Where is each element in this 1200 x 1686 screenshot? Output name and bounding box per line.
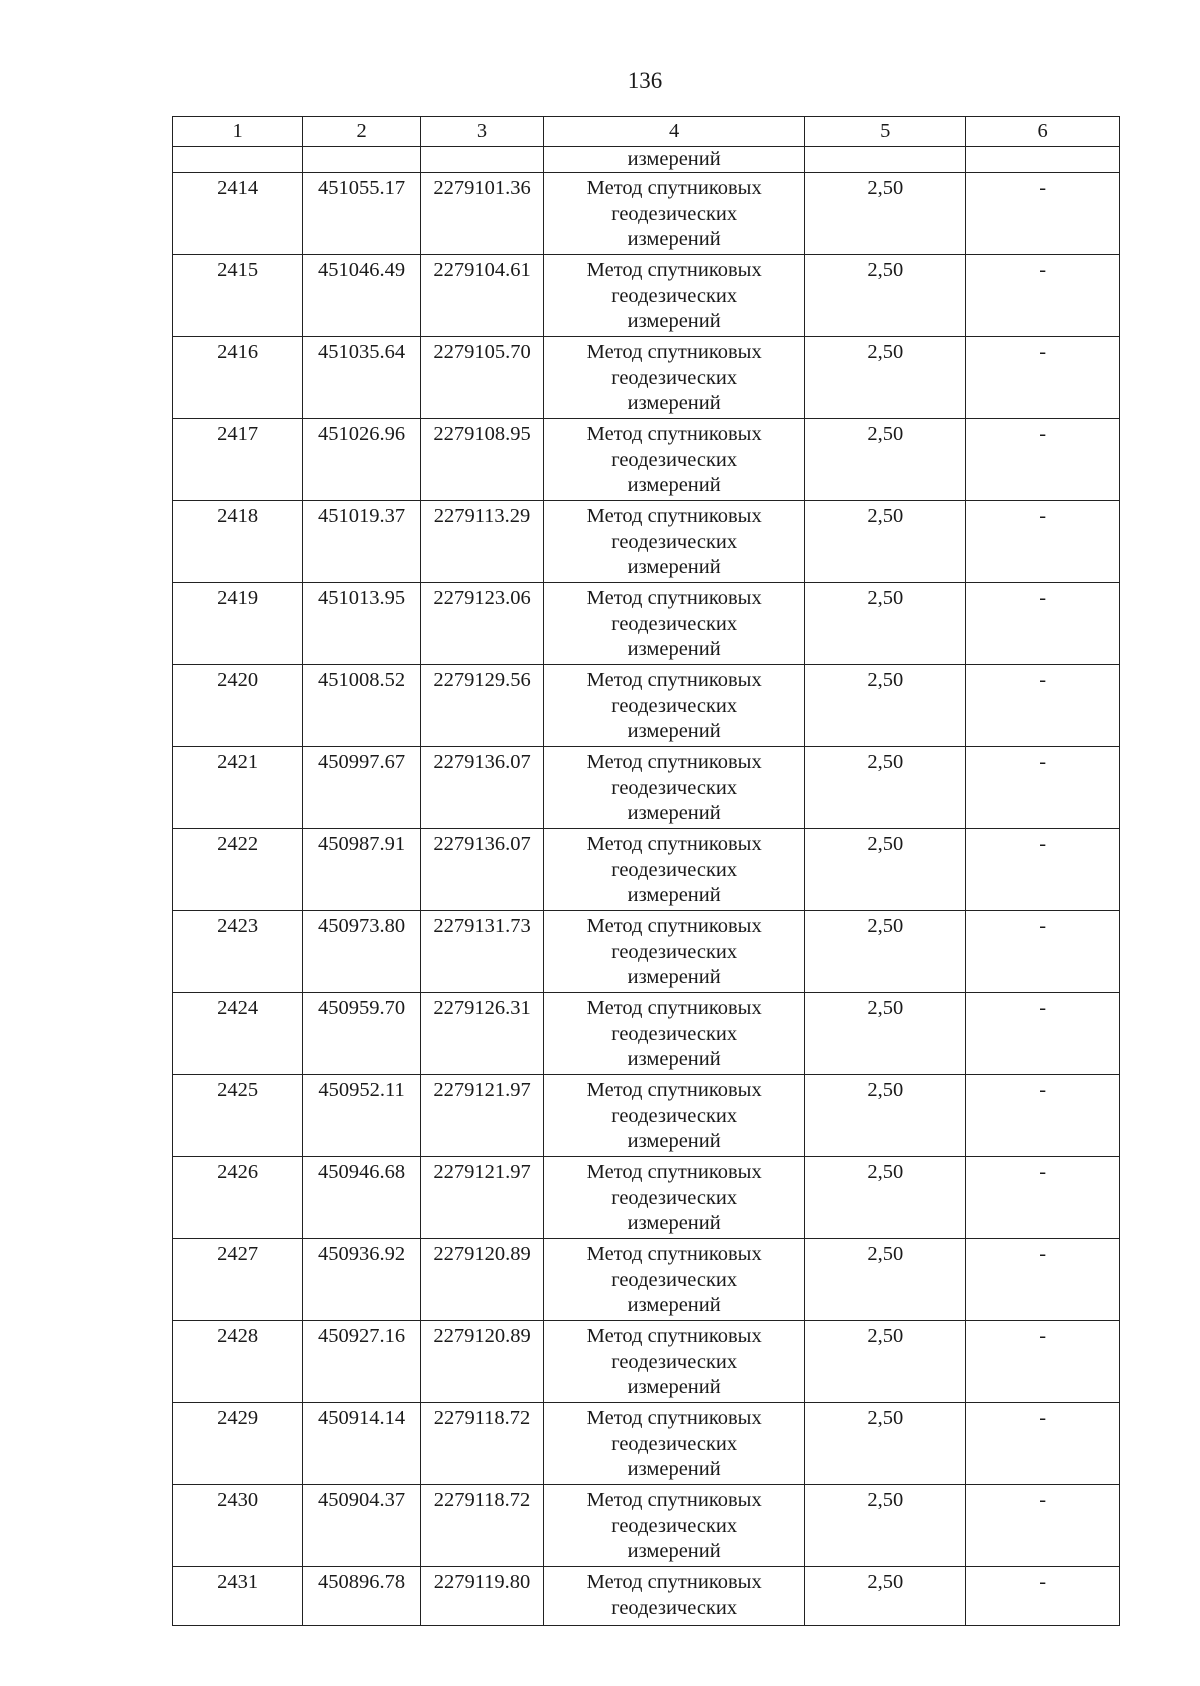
accuracy-cell: 2,50 (805, 337, 966, 419)
method-line: Метод спутниковых (586, 1161, 762, 1183)
note-cell: - (966, 1567, 1120, 1626)
method-line: Метод спутниковых (586, 997, 762, 1019)
method-cell (544, 1485, 805, 1567)
accuracy-cell: 2,50 (805, 911, 966, 993)
table-row (173, 173, 1120, 255)
accuracy-cell: 2,50 (805, 1075, 966, 1157)
note-cell: - (966, 993, 1120, 1075)
method-line: Метод спутниковых (586, 1571, 762, 1593)
method-cell (544, 173, 805, 255)
method-line: измерений (627, 1130, 721, 1152)
method-line: Метод спутниковых (586, 751, 762, 773)
method-line: измерений (627, 228, 721, 250)
y-coordinate-cell: 2279121.97 (421, 1157, 544, 1239)
continuation-cell-4: измерений (544, 147, 805, 173)
method-line: геодезических (611, 858, 738, 881)
y-coordinate-cell: 2279136.07 (421, 747, 544, 829)
table-row (173, 829, 1120, 911)
point-number-cell: 2429 (173, 1403, 303, 1485)
method-line: измерений (627, 802, 721, 824)
method-cell (544, 419, 805, 501)
method-line: геодезических (611, 694, 738, 717)
method-cell (544, 665, 805, 747)
point-number-cell: 2426 (173, 1157, 303, 1239)
y-coordinate-cell: 2279101.36 (421, 173, 544, 255)
accuracy-cell: 2,50 (805, 1239, 966, 1321)
header-row (173, 117, 1120, 147)
method-line: Метод спутниковых (586, 1407, 762, 1429)
x-coordinate-cell: 451013.95 (303, 583, 421, 665)
method-line: геодезических (611, 612, 738, 635)
accuracy-cell: 2,50 (805, 255, 966, 337)
x-coordinate-cell: 450936.92 (303, 1239, 421, 1321)
method-line: геодезических (611, 1268, 738, 1291)
method-line: Метод спутниковых (586, 833, 762, 855)
accuracy-cell: 2,50 (805, 665, 966, 747)
note-cell: - (966, 255, 1120, 337)
continuation-cell-6 (966, 147, 1120, 173)
method-cell (544, 911, 805, 993)
method-cell (544, 1321, 805, 1403)
method-line: измерений (627, 720, 721, 742)
accuracy-cell: 2,50 (805, 1485, 966, 1567)
method-cell (544, 255, 805, 337)
note-cell: - (966, 1485, 1120, 1567)
y-coordinate-cell: 2279136.07 (421, 829, 544, 911)
method-cell (544, 829, 805, 911)
method-line: измерений (627, 556, 721, 578)
method-line: геодезических (611, 776, 738, 799)
method-cell (544, 747, 805, 829)
accuracy-cell: 2,50 (805, 1567, 966, 1626)
column-header-1: 1 (173, 117, 303, 147)
point-number-cell: 2424 (173, 993, 303, 1075)
column-header-6: 6 (966, 117, 1120, 147)
method-cell (544, 501, 805, 583)
method-line: измерений (627, 310, 721, 332)
x-coordinate-cell: 450959.70 (303, 993, 421, 1075)
method-line: измерений (627, 1376, 721, 1398)
method-line: Метод спутниковых (586, 669, 762, 691)
note-cell: - (966, 1321, 1120, 1403)
note-cell: - (966, 337, 1120, 419)
method-line: измерений (627, 1048, 721, 1070)
point-number-cell: 2421 (173, 747, 303, 829)
y-coordinate-cell: 2279108.95 (421, 419, 544, 501)
x-coordinate-cell: 451055.17 (303, 173, 421, 255)
note-cell: - (966, 173, 1120, 255)
method-line: Метод спутниковых (586, 341, 762, 363)
note-cell: - (966, 1157, 1120, 1239)
table-row (173, 583, 1120, 665)
method-line: измерений (627, 1458, 721, 1480)
x-coordinate-cell: 451026.96 (303, 419, 421, 501)
accuracy-cell: 2,50 (805, 1157, 966, 1239)
y-coordinate-cell: 2279120.89 (421, 1239, 544, 1321)
method-line: геодезических (611, 448, 738, 471)
note-cell: - (966, 1403, 1120, 1485)
method-line: измерений (627, 1294, 721, 1316)
x-coordinate-cell: 450987.91 (303, 829, 421, 911)
method-line: геодезических (611, 1596, 738, 1619)
method-line: измерений (627, 392, 721, 414)
y-coordinate-cell: 2279119.80 (421, 1567, 544, 1626)
accuracy-cell: 2,50 (805, 501, 966, 583)
accuracy-cell: 2,50 (805, 993, 966, 1075)
method-cell (544, 1403, 805, 1485)
point-number-cell: 2423 (173, 911, 303, 993)
x-coordinate-cell: 451035.64 (303, 337, 421, 419)
table-row (173, 1567, 1120, 1626)
method-line: геодезических (611, 530, 738, 553)
method-cell (544, 1567, 805, 1626)
method-line: геодезических (611, 284, 738, 307)
method-line: геодезических (611, 1104, 738, 1127)
x-coordinate-cell: 450914.14 (303, 1403, 421, 1485)
x-coordinate-cell: 450973.80 (303, 911, 421, 993)
continuation-cell-5 (805, 147, 966, 173)
method-cell (544, 1239, 805, 1321)
x-coordinate-cell: 450952.11 (303, 1075, 421, 1157)
method-line: Метод спутниковых (586, 1489, 762, 1511)
table-row (173, 911, 1120, 993)
method-line: измерений (627, 474, 721, 496)
method-line: геодезических (611, 1432, 738, 1455)
note-cell: - (966, 501, 1120, 583)
point-number-cell: 2425 (173, 1075, 303, 1157)
method-line: геодезических (611, 1186, 738, 1209)
continuation-row (173, 147, 1120, 173)
method-cell (544, 1075, 805, 1157)
y-coordinate-cell: 2279118.72 (421, 1485, 544, 1567)
column-header-4: 4 (544, 117, 805, 147)
method-line: измерений (627, 1540, 721, 1562)
accuracy-cell: 2,50 (805, 419, 966, 501)
accuracy-cell: 2,50 (805, 829, 966, 911)
y-coordinate-cell: 2279126.31 (421, 993, 544, 1075)
method-line: геодезических (611, 202, 738, 225)
method-line: Метод спутниковых (586, 587, 762, 609)
note-cell: - (966, 911, 1120, 993)
method-line: геодезических (611, 366, 738, 389)
method-line: геодезических (611, 1350, 738, 1373)
continuation-cell-3 (421, 147, 544, 173)
table-row (173, 419, 1120, 501)
x-coordinate-cell: 450896.78 (303, 1567, 421, 1626)
table-row (173, 1075, 1120, 1157)
point-number-cell: 2422 (173, 829, 303, 911)
table-row (173, 993, 1120, 1075)
method-line: Метод спутниковых (586, 177, 762, 199)
method-line: геодезических (611, 1514, 738, 1537)
method-cell (544, 1157, 805, 1239)
column-header-3: 3 (421, 117, 544, 147)
method-line: Метод спутниковых (586, 505, 762, 527)
y-coordinate-cell: 2279118.72 (421, 1403, 544, 1485)
method-line: Метод спутниковых (586, 1325, 762, 1347)
point-number-cell: 2417 (173, 419, 303, 501)
point-number-cell: 2418 (173, 501, 303, 583)
point-number-cell: 2415 (173, 255, 303, 337)
x-coordinate-cell: 451019.37 (303, 501, 421, 583)
continuation-cell-2 (303, 147, 421, 173)
x-coordinate-cell: 451046.49 (303, 255, 421, 337)
accuracy-cell: 2,50 (805, 747, 966, 829)
accuracy-cell: 2,50 (805, 583, 966, 665)
table-row (173, 1485, 1120, 1567)
y-coordinate-cell: 2279120.89 (421, 1321, 544, 1403)
page-number: 136 (627, 68, 663, 93)
method-line: Метод спутниковых (586, 259, 762, 281)
y-coordinate-cell: 2279131.73 (421, 911, 544, 993)
point-number-cell: 2428 (173, 1321, 303, 1403)
x-coordinate-cell: 450927.16 (303, 1321, 421, 1403)
y-coordinate-cell: 2279123.06 (421, 583, 544, 665)
method-line: измерений (627, 966, 721, 988)
note-cell: - (966, 829, 1120, 911)
column-header-2: 2 (303, 117, 421, 147)
table-row (173, 747, 1120, 829)
table-row (173, 665, 1120, 747)
note-cell: - (966, 665, 1120, 747)
point-number-cell: 2419 (173, 583, 303, 665)
method-line: измерений (627, 884, 721, 906)
x-coordinate-cell: 451008.52 (303, 665, 421, 747)
point-number-cell: 2431 (173, 1567, 303, 1626)
method-line: Метод спутниковых (586, 915, 762, 937)
note-cell: - (966, 1239, 1120, 1321)
note-cell: - (966, 419, 1120, 501)
method-line: геодезических (611, 1022, 738, 1045)
table-row (173, 501, 1120, 583)
accuracy-cell: 2,50 (805, 173, 966, 255)
y-coordinate-cell: 2279121.97 (421, 1075, 544, 1157)
x-coordinate-cell: 450904.37 (303, 1485, 421, 1567)
point-number-cell: 2427 (173, 1239, 303, 1321)
method-line: Метод спутниковых (586, 423, 762, 445)
table-row (173, 1321, 1120, 1403)
column-header-5: 5 (805, 117, 966, 147)
x-coordinate-cell: 450997.67 (303, 747, 421, 829)
note-cell: - (966, 747, 1120, 829)
accuracy-cell: 2,50 (805, 1403, 966, 1485)
table-row (173, 1403, 1120, 1485)
note-cell: - (966, 583, 1120, 665)
method-cell (544, 337, 805, 419)
note-cell: - (966, 1075, 1120, 1157)
table-row (173, 255, 1120, 337)
method-line: измерений (627, 638, 721, 660)
method-cell (544, 583, 805, 665)
point-number-cell: 2414 (173, 173, 303, 255)
y-coordinate-cell: 2279113.29 (421, 501, 544, 583)
point-number-cell: 2430 (173, 1485, 303, 1567)
continuation-cell-1 (173, 147, 303, 173)
x-coordinate-cell: 450946.68 (303, 1157, 421, 1239)
table-row (173, 1157, 1120, 1239)
method-line: Метод спутниковых (586, 1079, 762, 1101)
point-number-cell: 2416 (173, 337, 303, 419)
y-coordinate-cell: 2279104.61 (421, 255, 544, 337)
accuracy-cell: 2,50 (805, 1321, 966, 1403)
method-line: измерений (627, 1212, 721, 1234)
table-row (173, 1239, 1120, 1321)
method-line: геодезических (611, 940, 738, 963)
y-coordinate-cell: 2279129.56 (421, 665, 544, 747)
y-coordinate-cell: 2279105.70 (421, 337, 544, 419)
point-number-cell: 2420 (173, 665, 303, 747)
method-cell (544, 993, 805, 1075)
table-body (173, 117, 1120, 1626)
coordinates-table (172, 116, 1120, 1626)
table-row (173, 337, 1120, 419)
method-line: Метод спутниковых (586, 1243, 762, 1265)
